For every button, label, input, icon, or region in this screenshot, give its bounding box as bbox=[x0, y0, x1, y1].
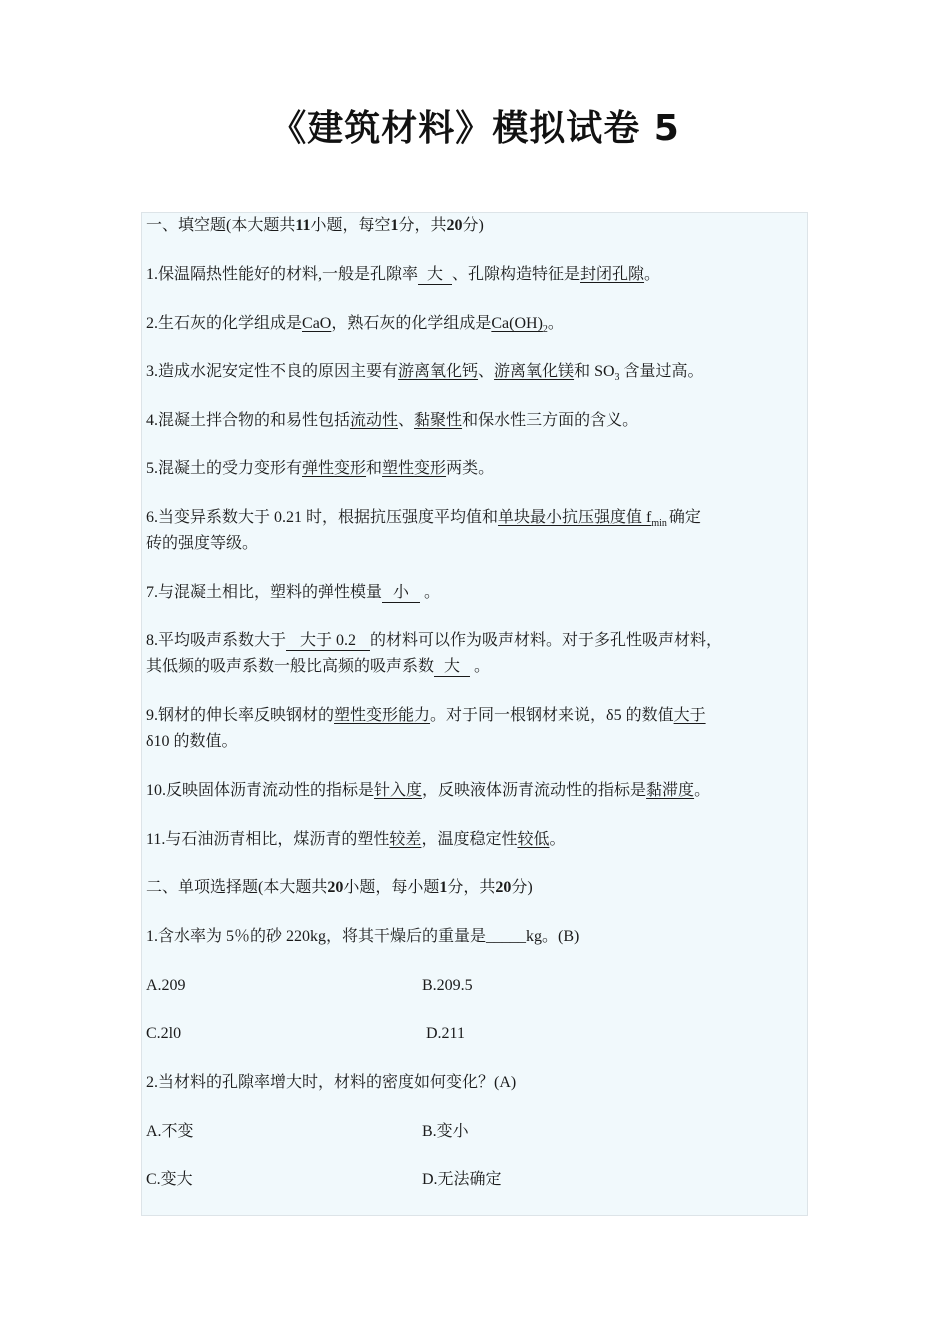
answer-blank: 塑性变形 bbox=[382, 460, 447, 477]
question-7 bbox=[146, 580, 812, 605]
question-8-line-2 bbox=[146, 654, 812, 679]
answer-blank: CaO bbox=[302, 315, 332, 332]
subscript: min bbox=[651, 518, 667, 529]
answer-blank: 游离氧化钙 bbox=[398, 363, 479, 380]
mc-question-1-option-a: A.209 bbox=[146, 977, 186, 994]
mc-question-1-stem: 1.含水率为 5％的砂 220kg，将其干燥后的重量是_____kg。(B) bbox=[146, 928, 580, 945]
section-1-heading bbox=[146, 213, 812, 238]
answer-blank: 弹性变形 bbox=[302, 460, 367, 477]
question-5 bbox=[146, 456, 812, 481]
question-4 bbox=[146, 408, 812, 433]
answer-blank: 较低 bbox=[517, 831, 550, 848]
question-text: 1.保温隔热性能好的材料,一般是孔隙率 bbox=[146, 266, 419, 283]
answer-blank: 较差 bbox=[389, 831, 422, 848]
question-text: 6.当变异系数大于 0.21 时，根据抗压强度平均值和 bbox=[146, 509, 499, 526]
answer-blank: 大 bbox=[418, 265, 452, 285]
question-text: 的材料可以作为吸声材料。对于多孔性吸声材料， bbox=[370, 632, 723, 649]
question-text: 。 bbox=[549, 831, 566, 848]
question-text: 和保水性三方面的含义。 bbox=[462, 412, 639, 429]
question-text: 。 bbox=[474, 658, 491, 675]
question-text: ，熟石灰的化学组成是 bbox=[331, 315, 492, 332]
mc-question-1-option-b: B.209.5 bbox=[422, 977, 473, 994]
section-heading-text: 分，共 bbox=[447, 879, 496, 896]
question-2 bbox=[146, 311, 812, 336]
question-1 bbox=[146, 262, 812, 287]
question-text: 、 bbox=[398, 412, 415, 429]
answer-text: Ca(OH) bbox=[491, 315, 543, 332]
answer-blank: 大于 bbox=[673, 707, 706, 724]
section-heading-text: 分) bbox=[511, 879, 533, 896]
answer-text: 单块最小抗压强度值 f bbox=[498, 509, 652, 526]
question-3 bbox=[146, 359, 812, 384]
mc-question-2-option-a: A.不变 bbox=[146, 1123, 194, 1140]
question-text: 、孔隙构造特征是 bbox=[452, 266, 581, 283]
question-text: 和 SO bbox=[574, 363, 615, 380]
page-title: 《建筑材料》模拟试卷 5 bbox=[270, 108, 680, 149]
mc-question-2-stem: 2.当材料的孔隙率增大时，材料的密度如何变化？(A) bbox=[146, 1074, 517, 1091]
question-count: 20 bbox=[327, 879, 344, 896]
question-text: 2.生石灰的化学组成是 bbox=[146, 315, 303, 332]
question-text: 8.平均吸声系数大于 bbox=[146, 632, 287, 649]
section-heading-text: 小题，每空 bbox=[310, 217, 391, 234]
question-text: 10.反映固体沥青流动性的指标是 bbox=[146, 782, 375, 799]
answer-blank: 封闭孔隙 bbox=[580, 266, 645, 283]
question-6-line-2: 砖的强度等级。 bbox=[146, 535, 259, 552]
subscript: 2 bbox=[542, 324, 548, 335]
question-text: 两类。 bbox=[446, 460, 495, 477]
question-text: 、 bbox=[478, 363, 495, 380]
section-2-heading bbox=[146, 875, 812, 900]
question-text: 5.混凝土的受力变形有 bbox=[146, 460, 303, 477]
answer-blank: 塑性变形能力 bbox=[334, 707, 431, 724]
mc-question-1-option-c: C.2l0 bbox=[146, 1025, 182, 1042]
answer-blank: 游离氧化镁 bbox=[494, 363, 575, 380]
question-11 bbox=[146, 827, 812, 852]
question-text: 和 bbox=[366, 460, 383, 477]
mc-question-1-option-d: D.211 bbox=[426, 1025, 465, 1042]
answer-blank: 黏滞度 bbox=[646, 782, 695, 799]
question-6 bbox=[146, 505, 812, 530]
question-text: 3.造成水泥安定性不良的原因主要有 bbox=[146, 363, 399, 380]
question-text: ，反映液体沥青流动性的指标是 bbox=[422, 782, 647, 799]
section-heading-text: 二、单项选择题(本大题共 bbox=[146, 879, 328, 896]
mc-question-2-option-d: D.无法确定 bbox=[422, 1171, 502, 1188]
section-heading-text: 小题，每小题 bbox=[343, 879, 440, 896]
question-text: 确定 bbox=[668, 509, 701, 526]
section-heading-text: 一、填空题(本大题共 bbox=[146, 217, 296, 234]
question-text: 。对于同一根钢材来说，δ5 的数值 bbox=[430, 707, 674, 724]
question-text: 4.混凝土拌合物的和易性包括 bbox=[146, 412, 351, 429]
question-text: 7.与混凝土相比，塑料的弹性模量 bbox=[146, 584, 383, 601]
section-heading-text: 分，共 bbox=[398, 217, 447, 234]
points-per-blank: 1 bbox=[390, 217, 399, 234]
subscript: 3 bbox=[614, 372, 620, 383]
answer-blank: 流动性 bbox=[350, 412, 399, 429]
question-9-line-2: δ10 的数值。 bbox=[146, 733, 238, 750]
answer-blank: 大于 0.2 bbox=[286, 631, 370, 651]
question-text: 。 bbox=[547, 315, 564, 332]
section-heading-text: 分) bbox=[462, 217, 484, 234]
question-text: 。 bbox=[644, 266, 661, 283]
answer-blank bbox=[498, 509, 667, 529]
mc-question-2-option-c: C.变大 bbox=[146, 1171, 193, 1188]
points-per-question: 1 bbox=[439, 879, 448, 896]
question-9 bbox=[146, 703, 812, 728]
mc-question-2-option-b: B.变小 bbox=[422, 1123, 469, 1140]
answer-blank: 针入度 bbox=[374, 782, 423, 799]
question-text: ，温度稳定性 bbox=[421, 831, 518, 848]
question-text: 。 bbox=[694, 782, 711, 799]
question-text: 11.与石油沥青相比，煤沥青的塑性 bbox=[146, 831, 390, 848]
total-points: 20 bbox=[495, 879, 512, 896]
question-text: 。 bbox=[424, 584, 441, 601]
exam-content-box bbox=[141, 212, 808, 1216]
answer-blank bbox=[491, 315, 548, 335]
question-count: 11 bbox=[295, 217, 311, 234]
answer-blank: 黏聚性 bbox=[414, 412, 463, 429]
question-text: 含量过高。 bbox=[623, 363, 704, 380]
question-text: 9.钢材的伸长率反映钢材的 bbox=[146, 707, 335, 724]
total-points: 20 bbox=[446, 217, 463, 234]
answer-blank: 小 bbox=[382, 583, 420, 603]
question-text: 其低频的吸声系数一般比高频的吸声系数 bbox=[146, 658, 435, 675]
question-10 bbox=[146, 778, 812, 803]
question-8 bbox=[146, 628, 812, 653]
answer-blank: 大 bbox=[434, 657, 470, 677]
